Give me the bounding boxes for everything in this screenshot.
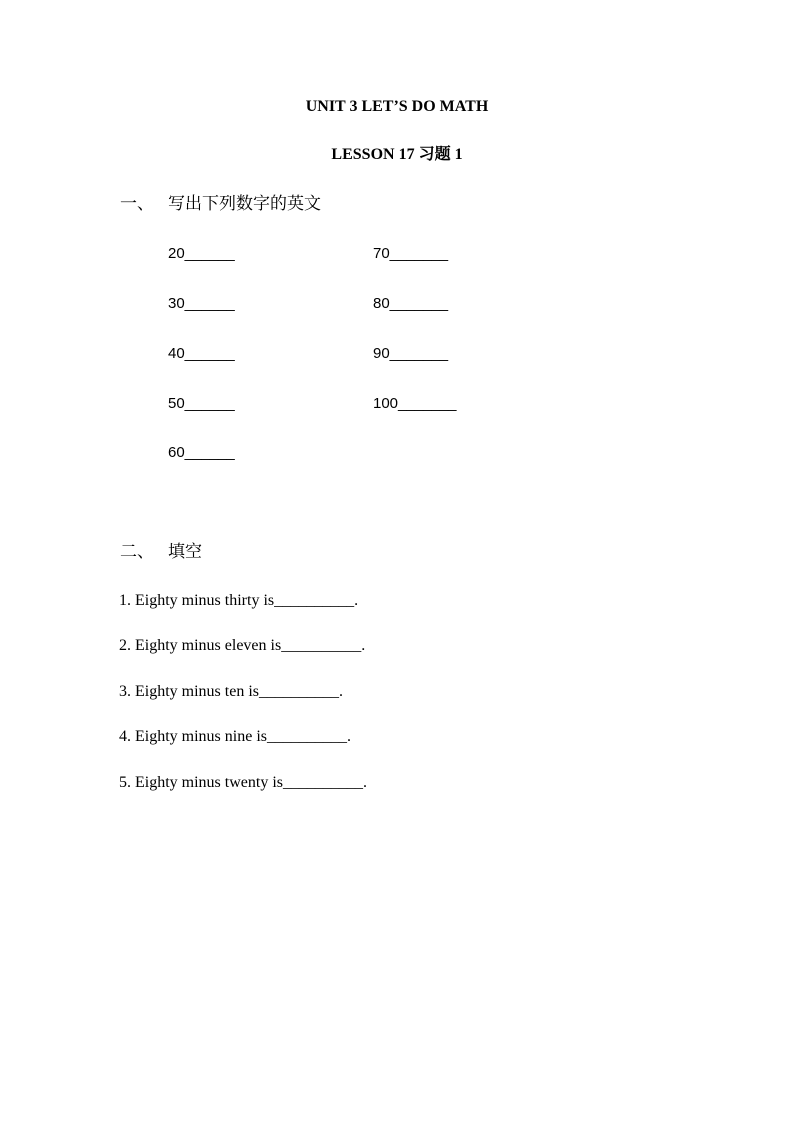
fill-blank-item: 2. Eighty minus eleven is__________.	[119, 637, 366, 654]
number-item: 60______	[168, 444, 235, 461]
number-item: 100_______	[373, 395, 457, 412]
number-item: 20______	[168, 245, 235, 262]
fill-blank-item: 3. Eighty minus ten is__________.	[119, 683, 343, 700]
number-item: 90_______	[373, 345, 449, 362]
section-2-title: 填空	[168, 542, 202, 562]
section-2-number: 二、	[120, 542, 154, 562]
number-item: 30______	[168, 295, 235, 312]
number-item: 70_______	[373, 245, 449, 262]
section-1-number: 一、	[120, 194, 154, 214]
fill-blank-item: 1. Eighty minus thirty is__________.	[119, 592, 359, 609]
section-1-heading	[120, 193, 321, 215]
fill-blank-item: 5. Eighty minus twenty is__________.	[119, 774, 367, 791]
unit-title: UNIT 3 LET’S DO MATH	[305, 98, 489, 115]
number-item: 40______	[168, 345, 235, 362]
lesson-title: LESSON 17 习题 1	[331, 146, 463, 163]
number-item: 50______	[168, 395, 235, 412]
section-1-title: 写出下列数字的英文	[168, 194, 321, 214]
number-item: 80_______	[373, 295, 449, 312]
fill-blank-item: 4. Eighty minus nine is__________.	[119, 728, 351, 745]
section-2-heading	[120, 541, 202, 563]
